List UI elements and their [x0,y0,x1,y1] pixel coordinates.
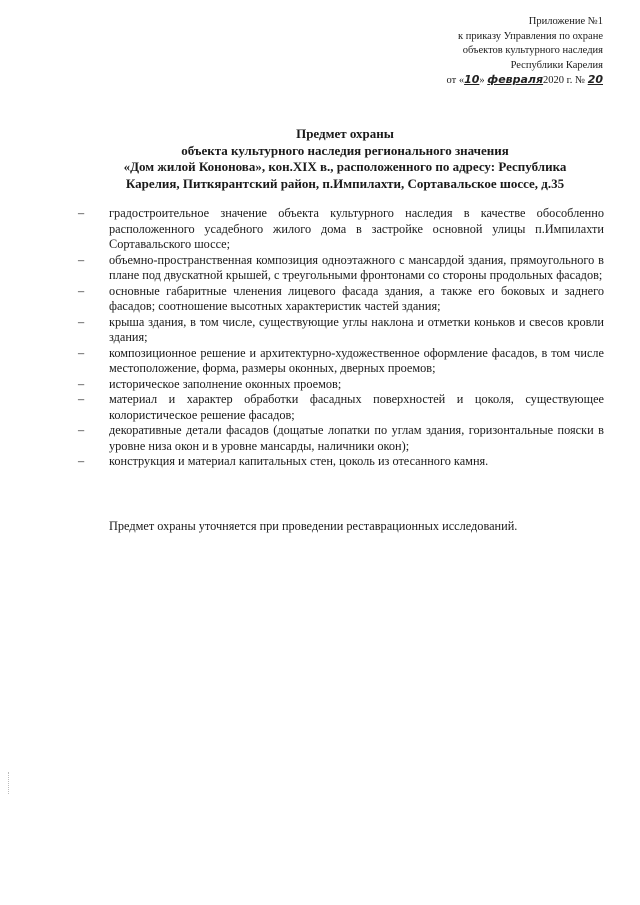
header-line: Приложение №1 [528,16,603,27]
order-date-line [403,73,603,89]
list-item-text: градостроительное значение объекта культурного наследия в качестве обособленно расположенного усадебного жилого дома в застройке основной улицы п.Импилахти Сортавальского шоссе; [109,206,604,251]
scan-artifact [8,772,10,794]
title-line: «Дом жилой Кононова», кон.XIX в., расположенного по адресу: Республика [123,159,567,174]
title-line: Карелия, Питкярантский район, п.Импилахти, Сортавальское шоссе, д.35 [125,175,565,191]
list-item-text: историческое заполнение оконных проемов; [109,376,342,391]
appendix-header [403,15,603,89]
bullet-dash: – [78,252,85,267]
list-item-text: основные габаритные членения лицевого фасада здания, а также его боковых и заднего фасадов; соотношение высотных характеристик частей здания; [109,283,604,313]
list-item-text: декоративные детали фасадов (дощатые лопатки по углам здания, горизонтальные пояски в уровне низа окон и в уровне мансарды, наличники окон); [109,423,604,453]
list-item-text: крыша здания, в том числе, существующие углы наклона и отметки коньков и свесов кровли здания; [109,314,604,344]
header-line: объектов культурного наследия [462,45,603,56]
list-item [78,284,604,315]
header-line: Республики Карелия [510,59,603,71]
bullet-dash: – [78,283,85,298]
clarification-note: Предмет охраны уточняется при проведении реставрационных исследований. [109,519,518,533]
order-year: 2020 г. № [543,75,588,86]
list-item [78,392,604,423]
header-line: к приказу Управления по охране [458,30,603,42]
list-item [78,377,604,393]
list-item [78,315,604,346]
list-item [78,253,604,284]
title-line: Предмет охраны [296,126,394,141]
order-prefix: от « [446,75,465,86]
list-item [78,423,604,454]
list-item-text: объемно-пространственная композиция одноэтажного с мансардой здания, прямоугольного в плане под двускатной крышей, с треугольными фронтонами со стороны продольных фасадов; [109,252,604,282]
list-item-text: композиционное решение и архитектурно-художественное оформление фасадов, в том числе местоположение, форма, размеры оконных, дверных проемов; [109,345,604,375]
document-title [90,126,600,192]
order-mid: » [479,75,488,86]
order-day-handwritten: 10 [464,73,480,86]
protection-items-list [78,206,604,470]
bullet-dash: – [78,345,85,360]
list-item [78,346,604,377]
list-item [78,454,604,470]
bullet-dash: – [78,454,85,468]
bullet-dash: – [78,392,85,406]
list-item-text: конструкция и материал капитальных стен, цоколь из отесанного камня. [109,454,489,468]
bullet-dash: – [78,314,85,329]
bullet-dash: – [78,376,85,391]
title-line: объекта культурного наследия регионального значения [181,142,509,158]
list-item-text: материал и характер обработки фасадных поверхностей и цоколя, существующее колористическое решение фасадов; [109,392,604,422]
bullet-dash: – [78,423,85,437]
order-month-handwritten: февраля [487,73,544,86]
order-number-handwritten: 20 [587,73,603,86]
list-item [78,206,604,253]
bullet-dash: – [78,206,85,220]
